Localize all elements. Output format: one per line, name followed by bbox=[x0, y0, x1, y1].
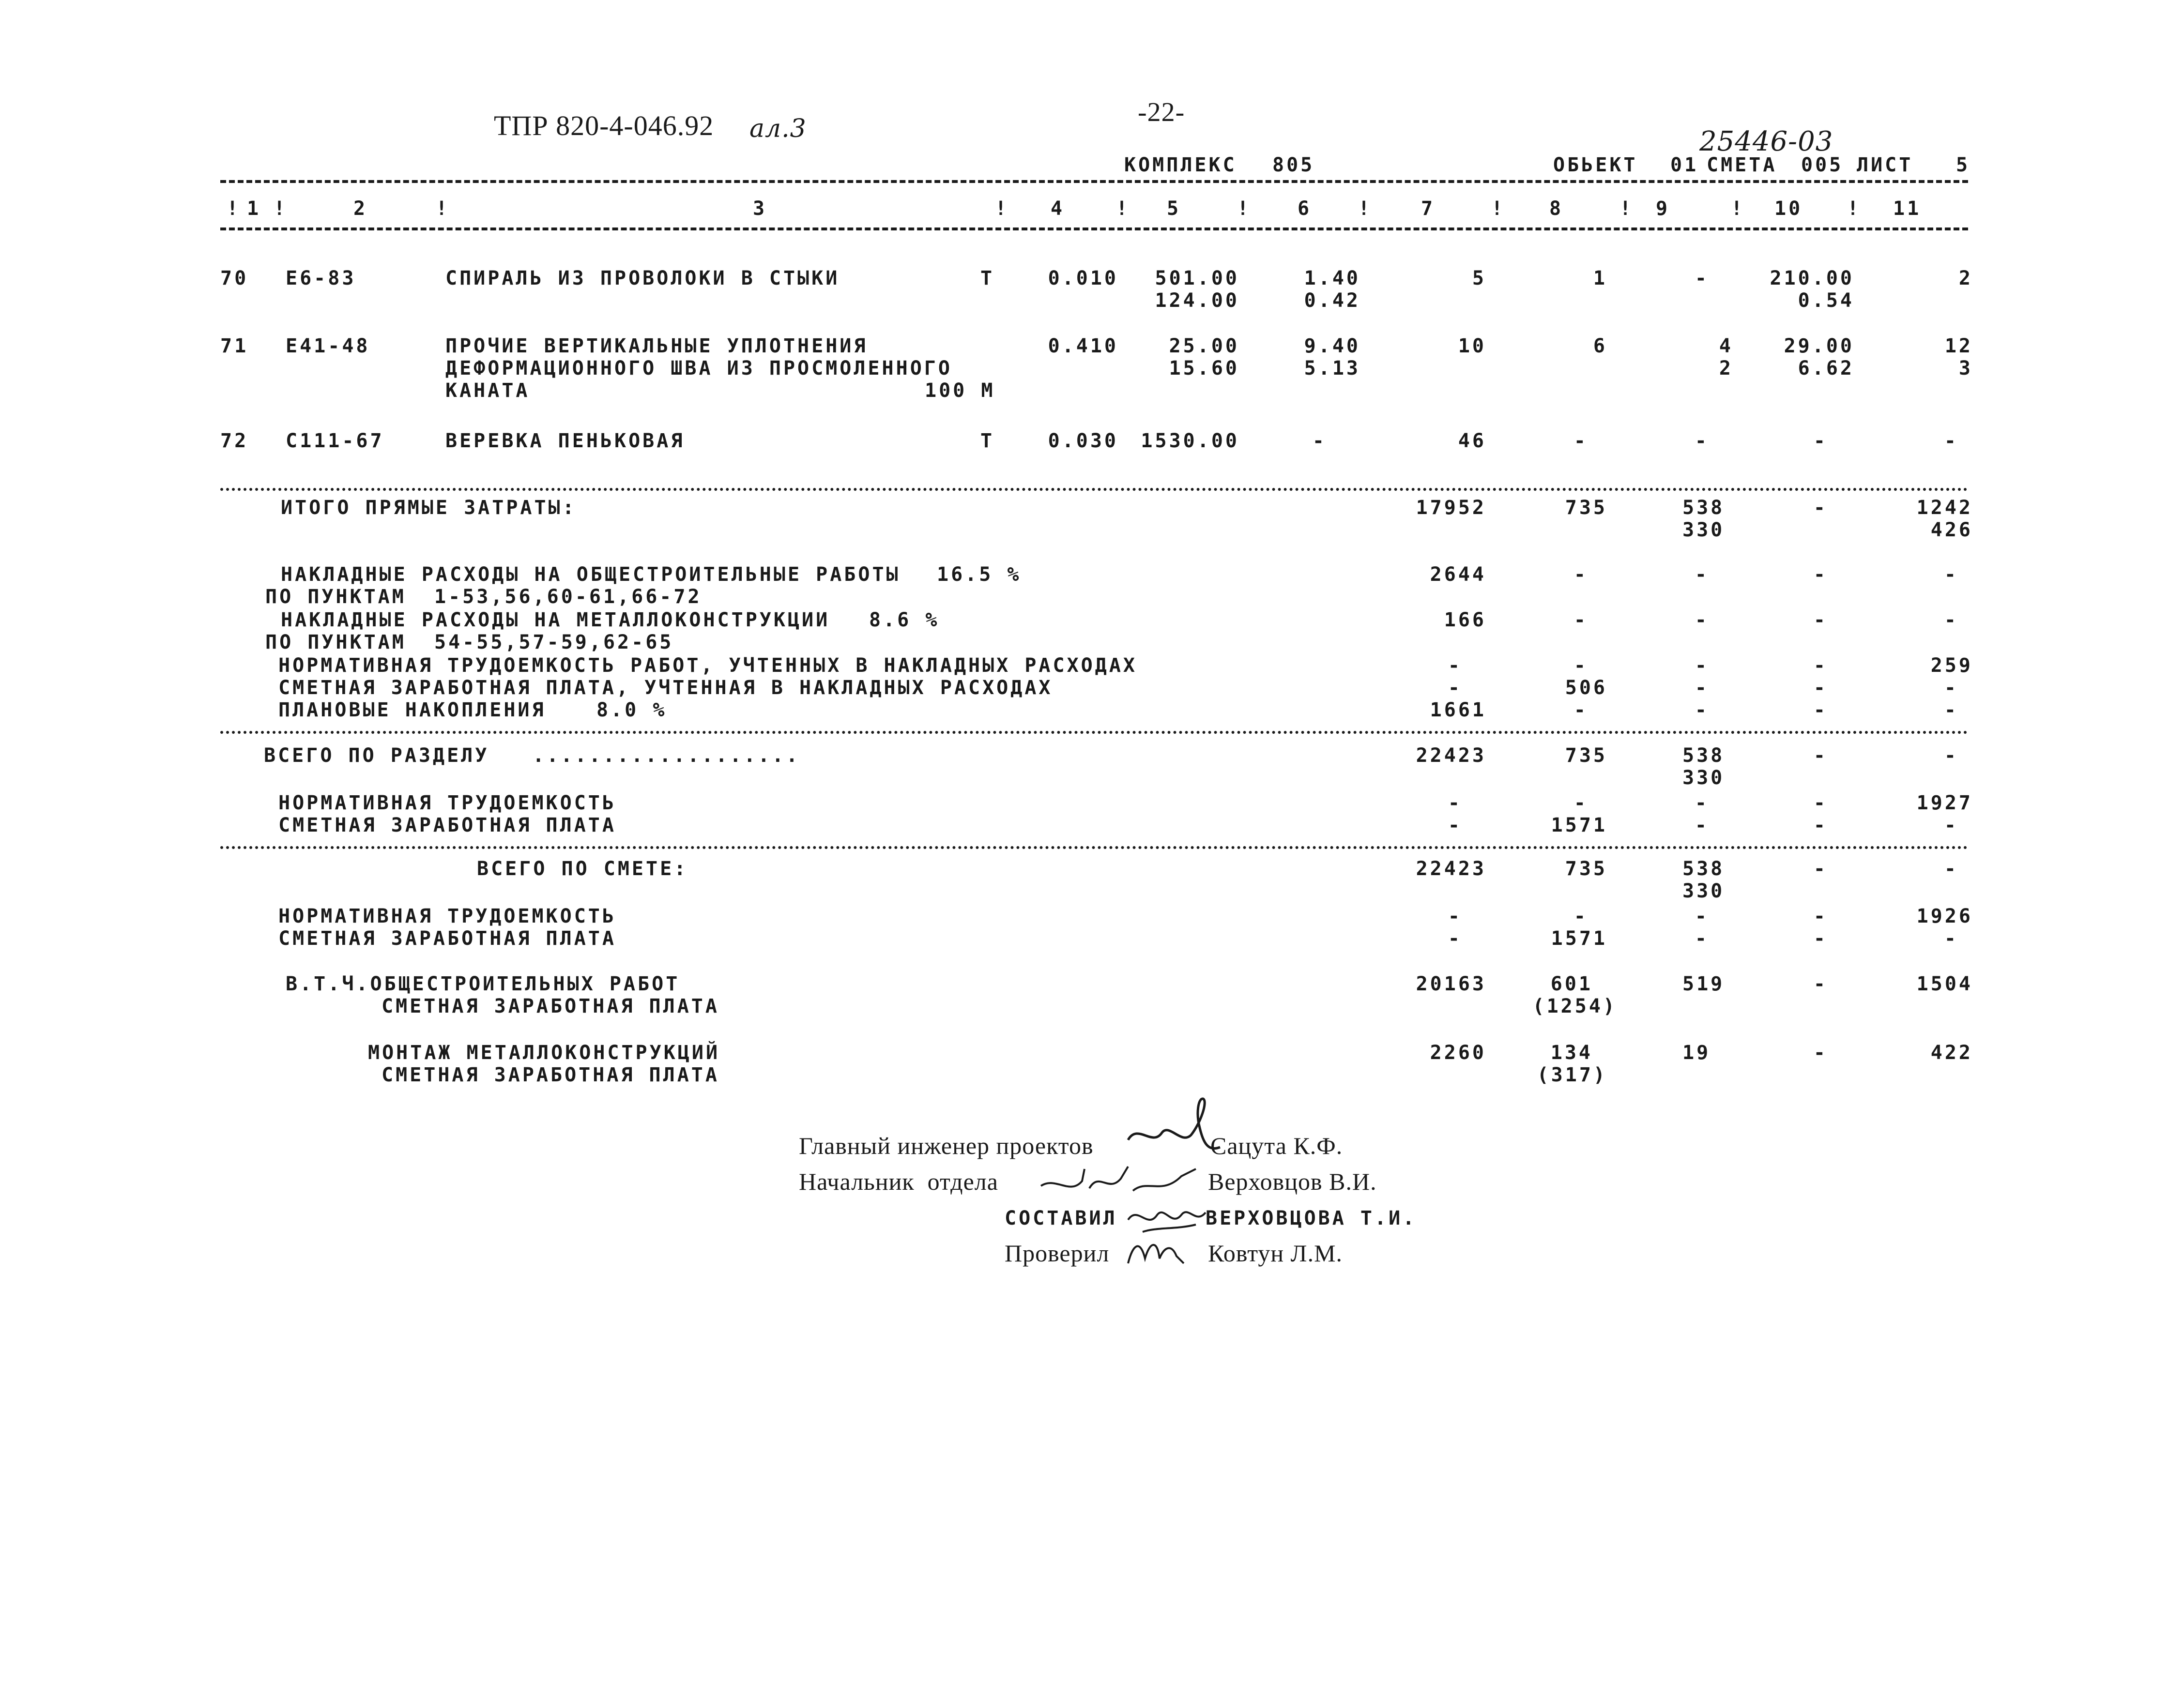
row-quantity: 0.010 bbox=[1048, 267, 1118, 289]
row-code: Е41-48 bbox=[286, 335, 370, 357]
row-unit: Т bbox=[980, 267, 995, 289]
totals-col9: - bbox=[1695, 654, 1709, 677]
row-col5: 25.00 bbox=[1169, 335, 1239, 357]
column-header: 4 bbox=[1051, 197, 1065, 220]
totals-col9: 330 bbox=[1682, 767, 1725, 789]
totals-label: В.Т.Ч.ОБЩЕСТРОИТЕЛЬНЫХ РАБОТ bbox=[286, 973, 680, 995]
row-col10: 0.54 bbox=[1798, 289, 1854, 312]
row-col8: 1 bbox=[1593, 267, 1607, 289]
row-col7: 10 bbox=[1458, 335, 1486, 357]
totals-col7: - bbox=[1448, 927, 1462, 950]
column-separator: ! bbox=[1847, 197, 1862, 220]
document-code-suffix: ал.3 bbox=[749, 114, 807, 143]
section-total-label: ВСЕГО ПО РАЗДЕЛУ bbox=[264, 744, 489, 767]
row-number: 71 bbox=[220, 335, 249, 357]
totals-col9: 538 bbox=[1682, 858, 1725, 880]
totals-col11: 259 bbox=[1930, 654, 1973, 677]
document-code: ТПР 820-4-046.92 bbox=[494, 110, 714, 141]
totals-col9: 519 bbox=[1682, 973, 1725, 995]
column-header: 1 bbox=[247, 197, 261, 220]
row-col9: - bbox=[1695, 430, 1709, 452]
row-col10: 6.62 bbox=[1798, 357, 1854, 379]
totals-col7: 20163 bbox=[1416, 973, 1486, 995]
column-separator: ! bbox=[1237, 197, 1252, 220]
row-col9: 4 bbox=[1719, 335, 1733, 357]
totals-col10: - bbox=[1813, 905, 1828, 927]
row-col6: 9.40 bbox=[1304, 335, 1360, 357]
totals-col7: 2644 bbox=[1430, 563, 1486, 586]
object-label: ОБЬЕКТ bbox=[1553, 154, 1638, 176]
row-col11: - bbox=[1944, 430, 1958, 452]
signature-role: Начальник отдела bbox=[799, 1168, 998, 1195]
totals-col10: - bbox=[1813, 677, 1828, 699]
column-separator: ! bbox=[227, 197, 241, 220]
sheet-label: ЛИСТ bbox=[1857, 154, 1913, 176]
totals-col8: 735 bbox=[1565, 497, 1607, 519]
signature-role: Главный инженер проектов bbox=[799, 1132, 1094, 1159]
row-col6: 5.13 bbox=[1304, 357, 1360, 379]
totals-sublabel: ПО ПУНКТАМ 54-55,57-59,62-65 bbox=[265, 631, 674, 653]
totals-col8: 735 bbox=[1565, 858, 1607, 880]
totals-label: НОРМАТИВНАЯ ТРУДОЕМКОСТЬ РАБОТ, УЧТЕННЫХ В НАКЛАДНЫХ РАСХОДАХ bbox=[278, 654, 1138, 677]
column-separator: ! bbox=[436, 197, 450, 220]
totals-label: НОРМАТИВНАЯ ТРУДОЕМКОСТЬ bbox=[278, 905, 616, 927]
totals-col7: 1661 bbox=[1430, 699, 1486, 721]
totals-sublabel: СМЕТНАЯ ЗАРАБОТНАЯ ПЛАТА bbox=[382, 1064, 719, 1086]
totals-col7: - bbox=[1448, 677, 1462, 699]
row-col9: 2 bbox=[1719, 357, 1733, 379]
totals-label: НАКЛАДНЫЕ РАСХОДЫ НА МЕТАЛЛОКОНСТРУКЦИИ bbox=[281, 609, 830, 631]
totals-col9: 538 bbox=[1682, 497, 1725, 519]
totals-col11: - bbox=[1944, 609, 1958, 631]
row-name: ПРОЧИЕ ВЕРТИКАЛЬНЫЕ УПЛОТНЕНИЯ bbox=[445, 335, 868, 357]
totals-col9: - bbox=[1695, 609, 1709, 631]
totals-col8: 506 bbox=[1565, 677, 1607, 699]
totals-col11: - bbox=[1944, 699, 1958, 721]
totals-col9: - bbox=[1695, 792, 1709, 814]
totals-col7: 166 bbox=[1444, 609, 1486, 631]
totals-col8: - bbox=[1573, 905, 1588, 927]
column-header: 9 bbox=[1656, 197, 1670, 220]
row-unit: 100 М bbox=[925, 379, 995, 402]
totals-col10: - bbox=[1813, 927, 1828, 950]
row-col7: 5 bbox=[1472, 267, 1486, 289]
row-name: ДЕФОРМАЦИОННОГО ШВА ИЗ ПРОСМОЛЕННОГО bbox=[445, 357, 952, 379]
totals-col10: - bbox=[1813, 814, 1828, 836]
column-header: 11 bbox=[1893, 197, 1922, 220]
totals-col11: - bbox=[1944, 814, 1958, 836]
row-col11: 3 bbox=[1958, 357, 1973, 379]
row-col6: 0.42 bbox=[1304, 289, 1360, 312]
signature-name: Сацута К.Ф. bbox=[1210, 1132, 1343, 1159]
totals-col10: - bbox=[1813, 973, 1828, 995]
totals-col10: - bbox=[1813, 744, 1828, 767]
totals-col11: 1504 bbox=[1916, 973, 1973, 995]
column-separator: ! bbox=[1731, 197, 1745, 220]
totals-col11: 422 bbox=[1930, 1042, 1973, 1064]
row-name: КАНАТА bbox=[445, 379, 530, 402]
row-number: 72 bbox=[220, 430, 249, 452]
totals-col10: - bbox=[1813, 497, 1828, 519]
column-header: 10 bbox=[1774, 197, 1803, 220]
totals-col11: - bbox=[1944, 858, 1958, 880]
row-col6: - bbox=[1312, 430, 1327, 452]
totals-col9: - bbox=[1695, 814, 1709, 836]
row-code: С111-67 bbox=[286, 430, 384, 452]
signature-role: Проверил bbox=[1005, 1240, 1110, 1267]
row-quantity: 0.030 bbox=[1048, 430, 1118, 452]
totals-col11: - bbox=[1944, 677, 1958, 699]
totals-col9: 538 bbox=[1682, 744, 1725, 767]
object-value: 01 bbox=[1670, 154, 1699, 176]
column-separator: ! bbox=[1358, 197, 1373, 220]
totals-label: ПЛАНОВЫЕ НАКОПЛЕНИЯ bbox=[278, 699, 546, 721]
totals-label: МОНТАЖ МЕТАЛЛОКОНСТРУКЦИЙ bbox=[368, 1042, 720, 1064]
signature-name: Верховцов В.И. bbox=[1208, 1168, 1377, 1195]
totals-col8: 1571 bbox=[1551, 814, 1607, 836]
totals-col8: - bbox=[1573, 654, 1588, 677]
complex-value: 805 bbox=[1272, 154, 1315, 176]
complex-label: КОМПЛЕКС bbox=[1124, 154, 1237, 176]
row-code: Е6-83 bbox=[286, 267, 356, 289]
totals-col10: - bbox=[1813, 654, 1828, 677]
totals-col9: - bbox=[1695, 563, 1709, 586]
totals-col8: - bbox=[1573, 563, 1588, 586]
section-total-dots: ................... bbox=[533, 744, 800, 767]
header-rule-top bbox=[220, 180, 1968, 183]
row-col10: 210.00 bbox=[1770, 267, 1854, 289]
totals-col7: 22423 bbox=[1416, 744, 1486, 767]
column-header: 6 bbox=[1298, 197, 1312, 220]
column-separator: ! bbox=[1116, 197, 1130, 220]
column-header: 2 bbox=[353, 197, 368, 220]
row-col11: 12 bbox=[1944, 335, 1973, 357]
row-col5: 124.00 bbox=[1155, 289, 1239, 312]
totals-col7: - bbox=[1448, 792, 1462, 814]
column-header: 3 bbox=[753, 197, 767, 220]
estimate-total-label: ВСЕГО ПО СМЕТЕ: bbox=[477, 858, 688, 880]
signature-mark bbox=[1123, 1229, 1196, 1273]
row-col10: 29.00 bbox=[1784, 335, 1854, 357]
row-col11: 2 bbox=[1958, 267, 1973, 289]
column-header: 8 bbox=[1549, 197, 1564, 220]
estimate-label: СМЕТА bbox=[1707, 154, 1777, 176]
totals-col9: - bbox=[1695, 677, 1709, 699]
totals-percent: 16.5 % bbox=[937, 563, 1022, 586]
row-name: ВЕРЕВКА ПЕНЬКОВАЯ bbox=[445, 430, 685, 452]
totals-col9: - bbox=[1695, 905, 1709, 927]
column-separator: ! bbox=[995, 197, 1009, 220]
totals-col8: - bbox=[1573, 699, 1588, 721]
column-separator: ! bbox=[1491, 197, 1506, 220]
totals-col7: - bbox=[1448, 905, 1462, 927]
totals-col7: - bbox=[1448, 654, 1462, 677]
estimate-value: 005 bbox=[1801, 154, 1844, 176]
signature-role: СОСТАВИЛ bbox=[1005, 1207, 1117, 1229]
row-col5: 501.00 bbox=[1155, 267, 1239, 289]
header-rule-bottom bbox=[220, 227, 1968, 230]
row-col6: 1.40 bbox=[1304, 267, 1360, 289]
totals-label: СМЕТНАЯ ЗАРАБОТНАЯ ПЛАТА, УЧТЕННАЯ В НАКЛАДНЫХ РАСХОДАХ bbox=[278, 677, 1053, 699]
totals-label: НАКЛАДНЫЕ РАСХОДЫ НА ОБЩЕСТРОИТЕЛЬНЫЕ РАБОТЫ bbox=[281, 563, 901, 586]
sheet-value: 5 bbox=[1956, 154, 1970, 176]
totals-col11: 1927 bbox=[1916, 792, 1973, 814]
totals-col10: - bbox=[1813, 858, 1828, 880]
totals-percent: 8.0 % bbox=[596, 699, 667, 721]
row-col9: - bbox=[1695, 267, 1709, 289]
handwritten-number: 25446-03 bbox=[1699, 126, 1833, 157]
row-col5: 15.60 bbox=[1169, 357, 1239, 379]
signature-name: Ковтун Л.М. bbox=[1208, 1240, 1343, 1267]
column-header: 7 bbox=[1421, 197, 1436, 220]
totals-sublabel: СМЕТНАЯ ЗАРАБОТНАЯ ПЛАТА bbox=[382, 995, 719, 1017]
totals-col8: - bbox=[1573, 792, 1588, 814]
totals-rule bbox=[220, 488, 1968, 491]
row-quantity: 0.410 bbox=[1048, 335, 1118, 357]
totals-col9: - bbox=[1695, 927, 1709, 950]
totals-col10: - bbox=[1813, 1042, 1828, 1064]
row-col7: 46 bbox=[1458, 430, 1486, 452]
row-col10: - bbox=[1813, 430, 1828, 452]
totals-col9: 330 bbox=[1682, 880, 1725, 902]
column-header: 5 bbox=[1167, 197, 1181, 220]
totals-label: СМЕТНАЯ ЗАРАБОТНАЯ ПЛАТА bbox=[278, 814, 616, 836]
totals-col8: (317) bbox=[1537, 1064, 1607, 1086]
totals-col10: - bbox=[1813, 609, 1828, 631]
totals-col10: - bbox=[1813, 699, 1828, 721]
totals-col9: 19 bbox=[1682, 1042, 1711, 1064]
totals-col7: - bbox=[1448, 814, 1462, 836]
row-unit: Т bbox=[980, 430, 995, 452]
totals-col9: - bbox=[1695, 699, 1709, 721]
totals-col11: - bbox=[1944, 744, 1958, 767]
totals-col10: - bbox=[1813, 792, 1828, 814]
totals-label: ИТОГО ПРЯМЫЕ ЗАТРАТЫ: bbox=[281, 497, 577, 519]
row-col5: 1530.00 bbox=[1141, 430, 1239, 452]
totals-col8: - bbox=[1573, 609, 1588, 631]
row-name: СПИРАЛЬ ИЗ ПРОВОЛОКИ В СТЫКИ bbox=[445, 267, 840, 289]
column-separator: ! bbox=[1619, 197, 1634, 220]
signature-name: ВЕРХОВЦОВА Т.И. bbox=[1206, 1207, 1417, 1229]
totals-col7: 22423 bbox=[1416, 858, 1486, 880]
totals-col11: - bbox=[1944, 563, 1958, 586]
totals-col7: 17952 bbox=[1416, 497, 1486, 519]
totals-col8: 601 bbox=[1550, 973, 1593, 995]
totals-col11: 1926 bbox=[1916, 905, 1973, 927]
totals-label: НОРМАТИВНАЯ ТРУДОЕМКОСТЬ bbox=[278, 792, 616, 814]
totals-col8: (1254) bbox=[1532, 995, 1617, 1017]
totals-col11: 426 bbox=[1930, 519, 1973, 541]
column-separator: ! bbox=[274, 197, 288, 220]
totals-col7: 2260 bbox=[1430, 1042, 1486, 1064]
totals-percent: 8.6 % bbox=[869, 609, 940, 631]
page-number: -22- bbox=[1138, 97, 1185, 127]
section-rule bbox=[220, 731, 1968, 734]
totals-label: СМЕТНАЯ ЗАРАБОТНАЯ ПЛАТА bbox=[278, 927, 616, 950]
row-number: 70 bbox=[220, 267, 249, 289]
row-col8: - bbox=[1573, 430, 1588, 452]
totals-col9: 330 bbox=[1682, 519, 1725, 541]
totals-col10: - bbox=[1813, 563, 1828, 586]
totals-col11: - bbox=[1944, 927, 1958, 950]
totals-col11: 1242 bbox=[1916, 497, 1973, 519]
totals-col8: 134 bbox=[1550, 1042, 1593, 1064]
totals-col8: 735 bbox=[1565, 744, 1607, 767]
estimate-rule bbox=[220, 846, 1968, 849]
totals-col8: 1571 bbox=[1551, 927, 1607, 950]
totals-sublabel: ПО ПУНКТАМ 1-53,56,60-61,66-72 bbox=[265, 586, 702, 608]
row-col8: 6 bbox=[1593, 335, 1607, 357]
